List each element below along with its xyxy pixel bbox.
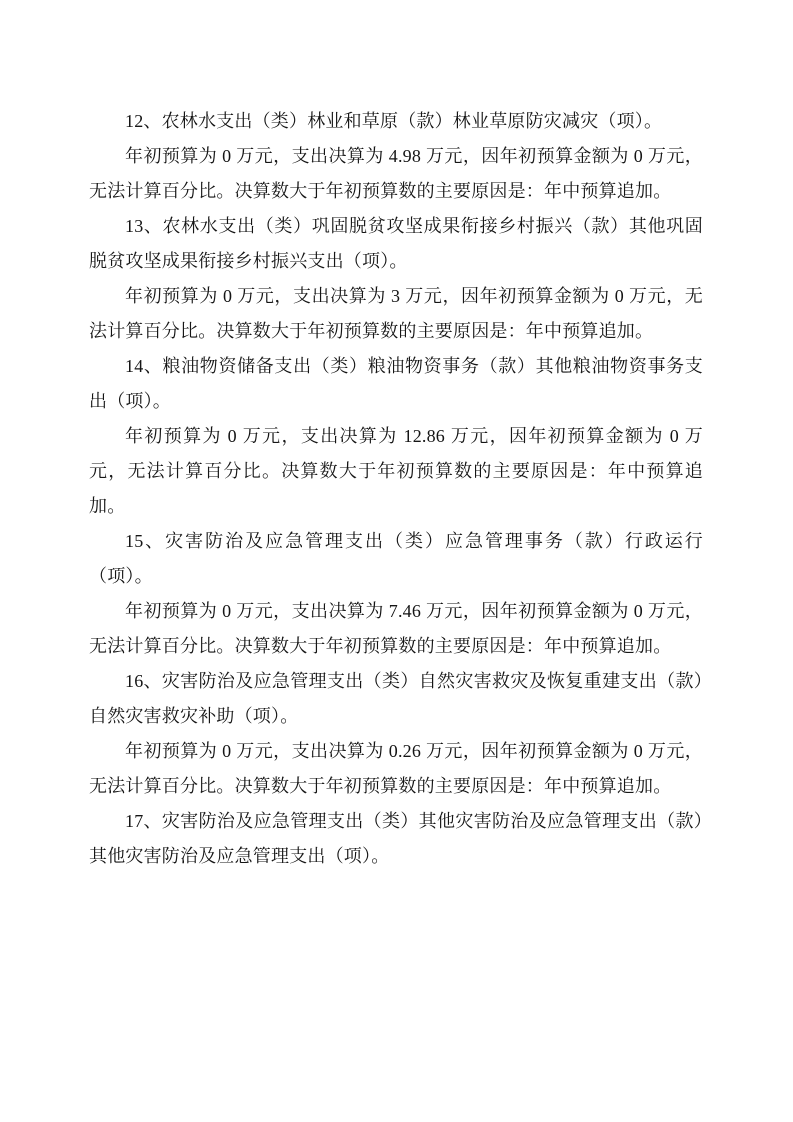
section-14-heading: 14、粮油物资储备支出（类）粮油物资事务（款）其他粮油物资事务支出（项）。 (89, 356, 703, 411)
section-12-heading: 12、农林水支出（类）林业和草原（款）林业草原防灾减灾（项）。 (125, 111, 663, 131)
section-17-heading: 17、灾害防治及应急管理支出（类）其他灾害防治及应急管理支出（款）其他灾害防治及应急管理支出（项）。 (89, 811, 703, 866)
section-15-detail: 年初预算为 0 万元，支出决算为 7.46 万元，因年初预算金额为 0 万元，无法计算百分比。决算数大于年初预算数的主要原因是：年中预算追加。 (89, 601, 703, 656)
section-13-detail: 年初预算为 0 万元，支出决算为 3 万元，因年初预算金额为 0 万元，无法计算百分比。决算数大于年初预算数的主要原因是：年中预算追加。 (89, 286, 703, 341)
section-16-detail: 年初预算为 0 万元，支出决算为 0.26 万元，因年初预算金额为 0 万元，无法计算百分比。决算数大于年初预算数的主要原因是：年中预算追加。 (89, 741, 703, 796)
section-16-heading: 16、灾害防治及应急管理支出（类）自然灾害救灾及恢复重建支出（款）自然灾害救灾补助（项）。 (89, 671, 703, 726)
section-15-heading: 15、灾害防治及应急管理支出（类）应急管理事务（款）行政运行（项）。 (89, 531, 703, 586)
section-13-heading: 13、农林水支出（类）巩固脱贫攻坚成果衔接乡村振兴（款）其他巩固脱贫攻坚成果衔接乡村振兴支出（项）。 (89, 216, 703, 271)
section-14-detail: 年初预算为 0 万元，支出决算为 12.86 万元，因年初预算金额为 0 万元，无法计算百分比。决算数大于年初预算数的主要原因是：年中预算追加。 (89, 426, 703, 516)
section-12-detail: 年初预算为 0 万元，支出决算为 4.98 万元，因年初预算金额为 0 万元，无法计算百分比。决算数大于年初预算数的主要原因是：年中预算追加。 (89, 146, 703, 201)
document-content (89, 104, 703, 874)
